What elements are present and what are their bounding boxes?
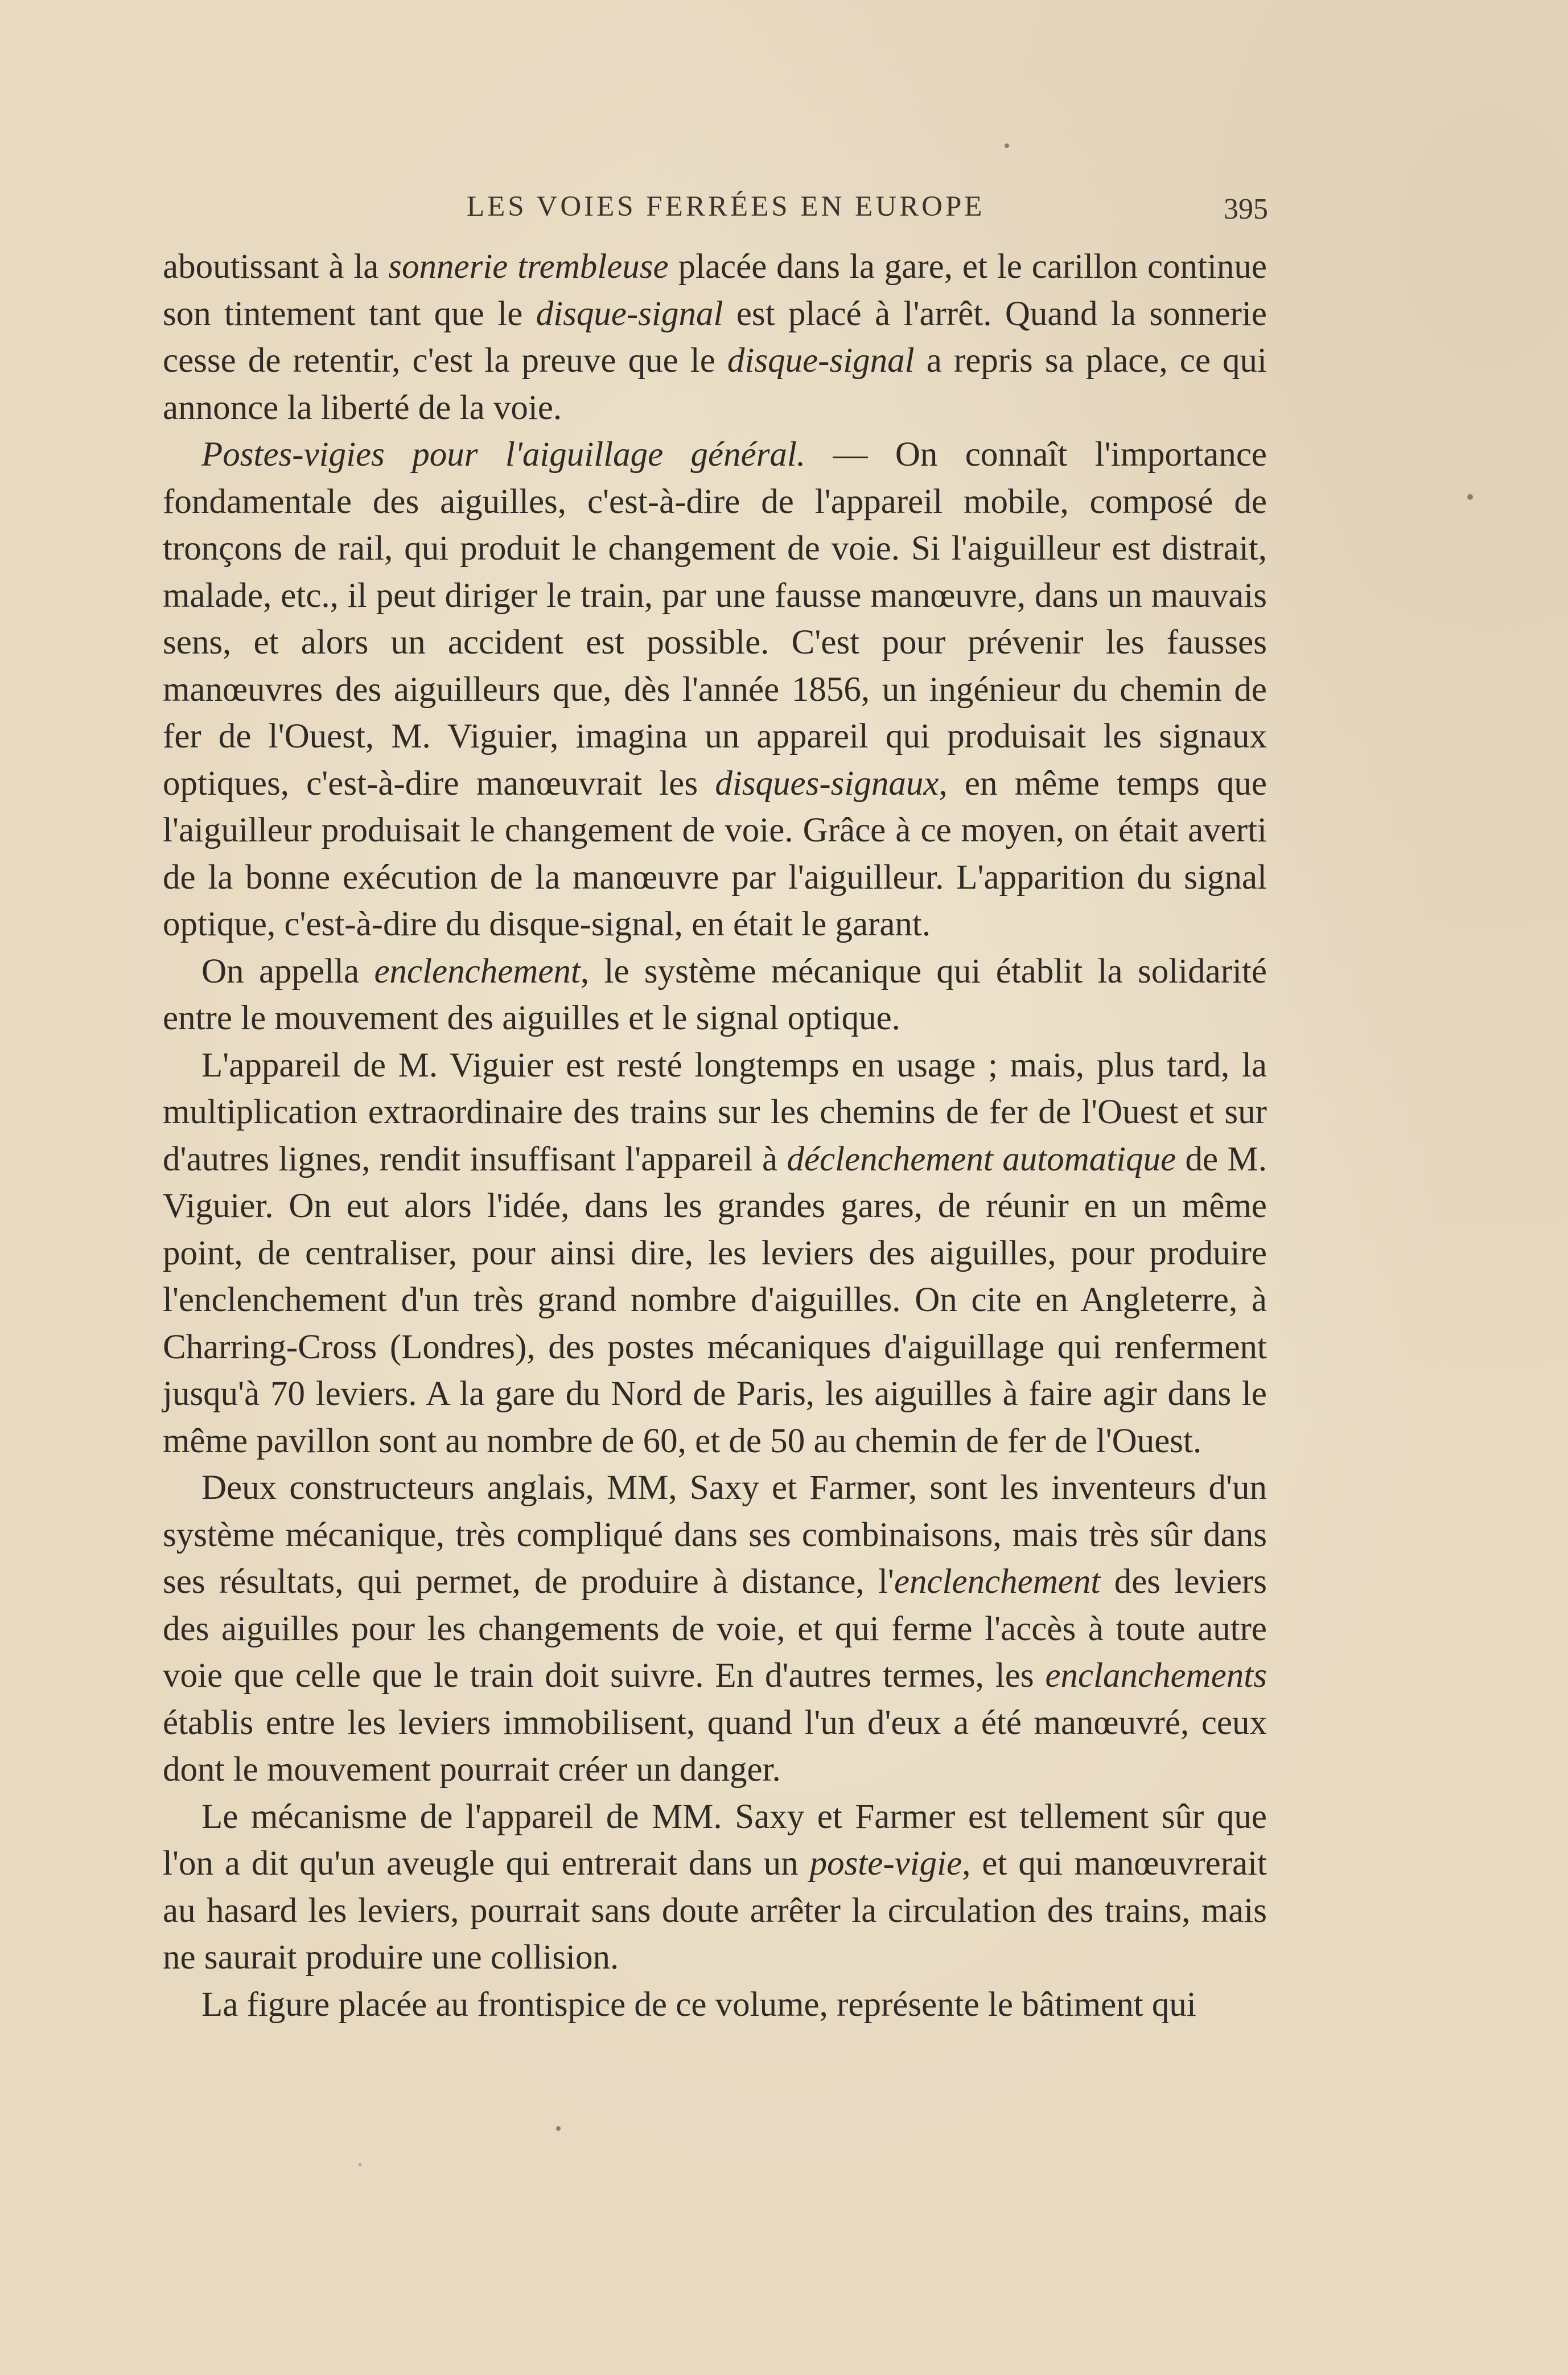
paragraph <box>163 1042 1267 1465</box>
paragraph <box>163 948 1267 1042</box>
italic-term: disque-signal <box>536 294 723 333</box>
text-segment: L'appareil de M. Viguier est resté longtemps en usage ; mais, plus tard, la multiplication extraordinaire des trains sur les chemins de fer de l'Ouest et sur d'autres lignes, rendit insuffisant l'appareil à <box>163 1046 1267 1178</box>
text-segment: , et qui manœuvrerait au hasard les leviers, pourrait sans doute arrêter la circulation des trains, mais ne saurait produire une collision. <box>163 1844 1267 1977</box>
paragraph <box>163 1982 1267 2029</box>
text-segment: La figure placée au frontispice de ce volume, représente le bâtiment qui <box>201 1985 1196 2024</box>
paper-speck <box>359 2163 361 2166</box>
text-segment: des leviers des aiguilles pour les changements de voie, et qui ferme l'accès à toute autre voie que celle que le train doit suivre. En d'autres termes, les <box>163 1563 1267 1695</box>
italic-term: disques-signaux <box>715 764 939 803</box>
running-head: LES VOIES FERRÉES EN EUROPE <box>467 191 985 223</box>
italic-term: enclanchements <box>1045 1657 1267 1695</box>
paragraph <box>163 244 1267 432</box>
section-heading: Postes-vigies pour l'aiguillage général. <box>201 435 806 474</box>
text-segment: — On connaît l'importance fondamentale des aiguilles, c'est-à-dire de l'appareil mobile, composé de tronçons de rail, qui produit le changement de voie. Si l'aiguilleur est distrait, malade, etc., il peut diriger le train, par une fausse manœuvre, dans un mauvais sens, et alors un accident est possible. C'est pour prévenir les fausses manœuvres des aiguilleurs que, dès l'année 1856, un ingénieur du chemin de fer de l'Ouest, M. Viguier, imagina un appareil qui produisait les signaux optiques, c'est-à-dire manœuvrait les <box>163 435 1267 803</box>
italic-term: disque-signal <box>727 342 915 380</box>
text-segment: , en même temps que l'aiguilleur produisait le changement de voie. Grâce à ce moyen, on était averti de la bonne exécution de la manœuvre par l'aiguilleur. L'apparition du signal optique, c'est-à-dire du disque-signal, en était le garant. <box>163 764 1267 943</box>
paper-speck <box>556 2126 561 2131</box>
italic-term: enclenchement <box>894 1563 1101 1601</box>
body-text <box>163 244 1267 2028</box>
text-segment: est placé à l'arrêt. Quand la sonnerie cesse de retentir, c'est la preuve que le <box>163 294 1267 380</box>
text-segment: placée dans la gare, et le carillon continue son tintement tant que le <box>163 248 1267 333</box>
paragraph <box>163 1465 1267 1794</box>
text-segment: de M. Viguier. On eut alors l'idée, dans les grandes gares, de réunir en un même point, de centraliser, pour ainsi dire, les leviers des aiguilles, pour produire l'enclenchement d'un très grand nombre d'aiguilles. On cite en Angleterre, à Charring-Cross (Londres), des postes mécaniques d'aiguillage qui renferment jusqu'à 70 leviers. A la gare du Nord de Paris, les aiguilles à faire agir dans le même pavillon sont au nombre de 60, et de 50 au chemin de fer de l'Ouest. <box>163 1140 1267 1460</box>
text-segment: On appella <box>201 952 374 991</box>
text-segment: Le mécanisme de l'appareil de MM. Saxy et Farmer est tellement sûr que l'on a dit qu'un aveugle qui entrerait dans un <box>163 1797 1267 1883</box>
italic-term: enclenchement <box>374 952 581 991</box>
paper-speck <box>1467 494 1473 500</box>
text-segment: a repris sa place, ce qui annonce la liberté de la voie. <box>163 342 1267 427</box>
paper-speck <box>1005 143 1009 148</box>
text-segment: , le système mécanique qui établit la solidarité entre le mouvement des aiguilles et le signal optique. <box>163 952 1267 1037</box>
paragraph <box>163 432 1267 948</box>
paragraph <box>163 1794 1267 1982</box>
italic-term: déclenchement automatique <box>787 1140 1176 1178</box>
italic-term: poste-vigie <box>809 1844 962 1883</box>
text-segment: aboutissant à la <box>163 248 389 286</box>
page-number: 395 <box>1224 193 1268 225</box>
italic-term: sonnerie trembleuse <box>388 248 669 286</box>
text-segment: établis entre les leviers immobilisent, quand l'un d'eux a été manœuvré, ceux dont le mouvement pourrait créer un danger. <box>163 1703 1267 1789</box>
text-segment: Deux constructeurs anglais, MM, Saxy et Farmer, sont les inventeurs d'un système mécanique, très compliqué dans ses combinaisons, mais très sûr dans ses résultats, qui permet, de produire à distance, l' <box>163 1469 1267 1601</box>
